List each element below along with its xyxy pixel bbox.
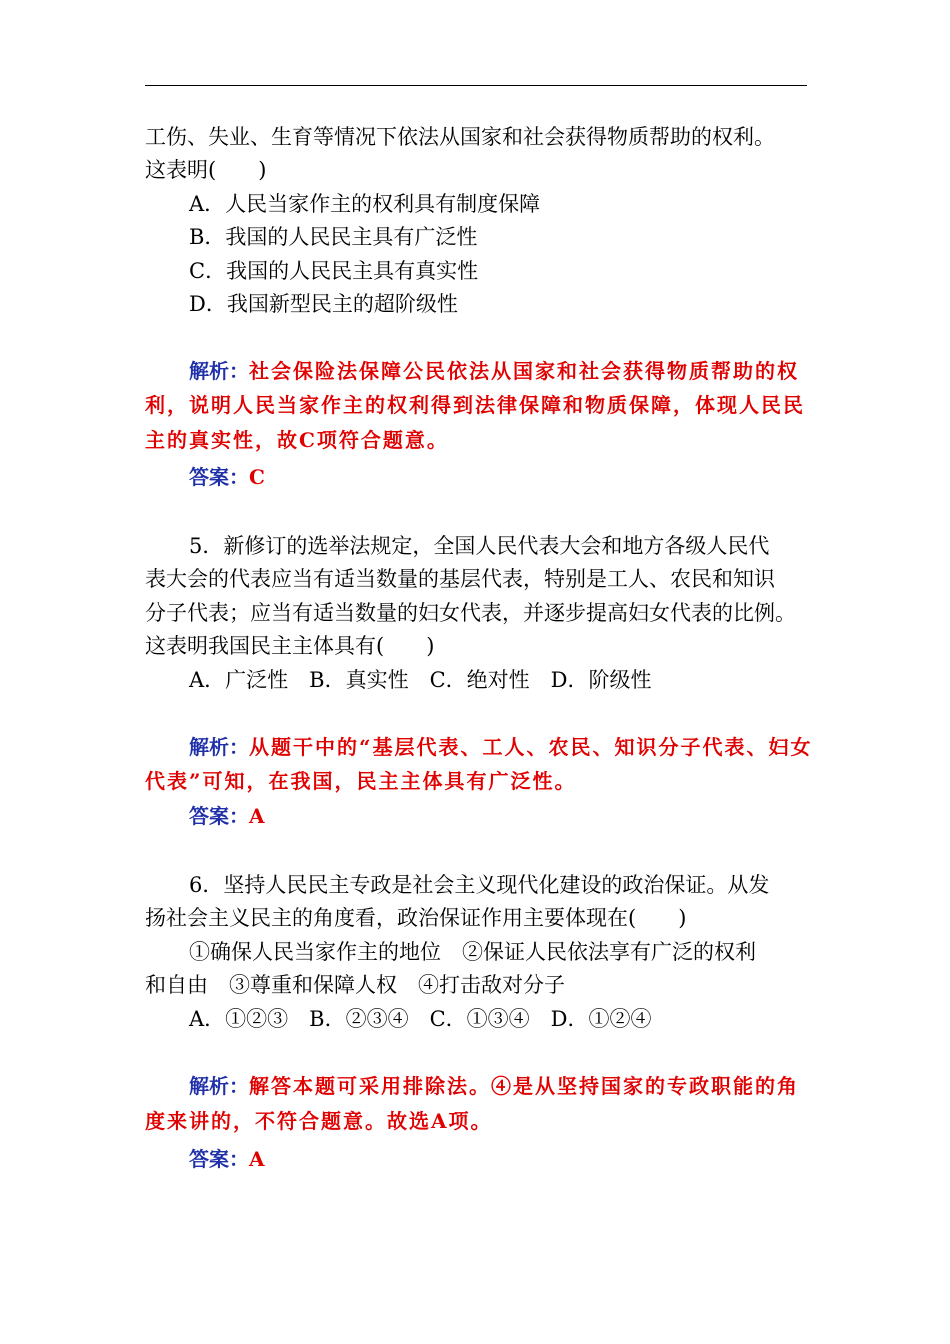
q5-stem-line-4: 这表明我国民主主体具有( ) — [145, 634, 435, 658]
q4-answer-label: 答案： — [189, 465, 249, 489]
q4-stem-line-1: 工伤、失业、生育等情况下依法从国家和社会获得物质帮助的权利。 — [145, 125, 775, 149]
q6-options: A．①②③ B．②③④ C．①③④ D．①②④ — [189, 1007, 652, 1031]
q6-answer-value: A — [249, 1147, 267, 1171]
q4-option-b: B．我国的人民民主具有广泛性 — [189, 225, 478, 249]
q5-options: A．广泛性 B．真实性 C．绝对性 D．阶级性 — [189, 668, 652, 692]
q5-stem-line-1: 5．新修订的选举法规定，全国人民代表大会和地方各级人民代 — [189, 534, 770, 558]
q6-answer-label: 答案： — [189, 1147, 249, 1171]
q6-analysis-label: 解析： — [189, 1074, 249, 1098]
q5-stem-line-3: 分子代表；应当有适当数量的妇女代表，并逐步提高妇女代表的比例。 — [145, 601, 796, 625]
q6-answer — [189, 1142, 267, 1176]
q4-answer-value: C — [249, 465, 267, 489]
q6-stem-line-4: 和自由 ③尊重和保障人权 ④打击敌对分子 — [145, 973, 565, 997]
q5-analysis-line-1 — [189, 730, 813, 764]
q5-analysis-text-1: 从题干中的“基层代表、工人、农民、知识分子代表、妇女 — [249, 735, 813, 759]
q4-option-d: D．我国新型民主的超阶级性 — [189, 292, 458, 316]
q4-analysis-label: 解析： — [189, 359, 249, 383]
q4-analysis-text-1: 社会保险法保障公民依法从国家和社会获得物质帮助的权 — [249, 359, 799, 383]
q6-stem-line-2: 扬社会主义民主的角度看，政治保证作用主要体现在( ) — [145, 906, 687, 930]
q6-analysis-line-2: 度来讲的，不符合题意。故选A项。 — [145, 1109, 493, 1133]
q4-analysis-line-1 — [189, 354, 799, 388]
q6-analysis-line-1 — [189, 1069, 799, 1103]
q5-answer — [189, 799, 267, 833]
q4-stem-line-2: 这表明( ) — [145, 158, 267, 182]
q5-answer-value: A — [249, 804, 267, 828]
q5-answer-label: 答案： — [189, 804, 249, 828]
header-rule — [145, 85, 807, 86]
q4-option-a: A．人民当家作主的权利具有制度保障 — [189, 192, 541, 216]
q5-analysis-label: 解析： — [189, 735, 249, 759]
q6-stem-line-3: ①确保人民当家作主的地位 ②保证人民依法享有广泛的权利 — [189, 940, 756, 964]
q6-analysis-text-1: 解答本题可采用排除法。④是从坚持国家的专政职能的角 — [249, 1074, 799, 1098]
q6-stem-line-1: 6．坚持人民民主专政是社会主义现代化建设的政治保证。从发 — [189, 873, 770, 897]
q5-stem-line-2: 表大会的代表应当有适当数量的基层代表，特别是工人、农民和知识 — [145, 567, 775, 591]
q4-answer — [189, 460, 267, 494]
q4-analysis-line-3: 主的真实性，故C项符合题意。 — [145, 428, 449, 452]
q4-analysis-line-2: 利，说明人民当家作主的权利得到法律保障和物质保障，体现人民民 — [145, 393, 805, 417]
q5-analysis-line-2: 代表”可知，在我国，民主主体具有广泛性。 — [145, 769, 577, 793]
q4-option-c: C．我国的人民民主具有真实性 — [189, 259, 479, 283]
